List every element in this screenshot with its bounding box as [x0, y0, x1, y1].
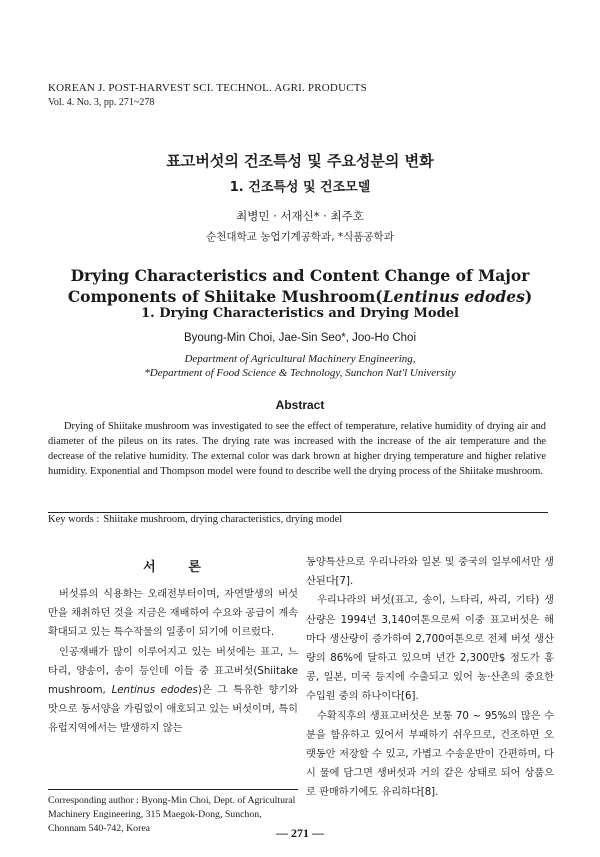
english-subtitle: 1. Drying Characteristics and Drying Model: [141, 306, 459, 321]
english-authors: Byoung-Min Choi, Jae-Sin Seo*, Joo-Ho Choi: [183, 332, 417, 344]
keywords-text: Shiitake mushroom, drying characteristics, drying model: [103, 514, 343, 525]
keywords-divider: [48, 512, 548, 513]
intro-paragraph-3: 동양특산으로 우리나라와 일본 및 중국의 일부에서만 생산된다[7].: [306, 557, 554, 588]
journal-name: KOREAN J. POST-HARVEST SCI. TECHNOL. AGRI. PRODUCTS: [48, 82, 367, 94]
english-title-line2-pre: Components of Shiitake Mushroom(: [67, 287, 383, 306]
english-title-line1: Drying Characteristics and Content Change of Major: [70, 266, 530, 285]
page-number: — 271 —: [276, 826, 324, 840]
keywords-label: Key words :: [48, 514, 100, 525]
english-title-line2-post: ): [524, 287, 533, 306]
korean-authors: 최병민 · 서재신* · 최주호: [236, 209, 364, 223]
intro-paragraph-1: 버섯류의 식용화는 오래전부터이며, 자연발생의 버섯만을 채취하던 것을 지금은 재배하여 수요와 공급이 계속 확대되고 있는 특수작물의 일종이 되기에 이르렀다.: [48, 589, 298, 639]
footnote-divider: [48, 789, 298, 790]
english-affiliation-1: Department of Agricultural Machinery Engineering,: [184, 353, 416, 365]
english-title-species: Lentinus edodes: [382, 287, 525, 306]
english-title-line2: [0, 286, 600, 307]
right-column: [306, 553, 554, 803]
journal-volume: Vol. 4. No. 3, pp. 271~278: [48, 97, 155, 108]
introduction-heading: 서 론: [143, 560, 215, 575]
english-title: [0, 265, 600, 307]
intro-paragraph-4: 우리나라의 버섯(표고, 송이, 느타리, 싸리, 기타) 생산량은 1994년 3,140여톤으로써 이중 표고버섯은 해마다 생산량이 증가하여 2,700여톤으로 전체 버섯 생산량의 86%에 달하고 있으며 년간 2,300만$ 정도가 홍콩, 일본, 미국 등지에 수출되고 있어 농·산촌의 중요한 수입원 중의 하나이다[6].: [306, 595, 554, 703]
abstract-heading: Abstract: [275, 398, 325, 412]
intro-paragraph-2-a: 인공재배가 많이 이루어지고 있는 버섯에는 표고, 느타리, 양송이, 송이 등인데 이들 중 표고버섯(Shiitake mushroom,: [48, 646, 298, 697]
korean-subtitle: 1. 건조특성 및 건조모델: [229, 180, 371, 195]
abstract-body: Drying of Shiitake mushroom was investigated to see the effect of temperature, relative humidity of drying air and diameter of the pileus on its rates. The drying rate was increased with the increase of the air temperature and the decrease of the relative humidity. The external color was dark brown at higher drying temperature and higher relative humidity. Exponential and Thompson model were found to describe well the drying process of the Shiitake mushroom.: [48, 421, 546, 477]
intro-paragraph-2: [48, 643, 298, 739]
english-affiliation: [0, 352, 600, 380]
english-affiliation-2: *Department of Food Science & Technology, Sunchon Nat'l University: [144, 367, 456, 379]
intro-species-name: Lentinus edodes: [111, 685, 198, 697]
corresponding-author-footnote: Corresponding author : Byong-Min Choi, Dept. of Agricultural Machinery Engineering, 315 Maegok-Dong, Sunchon, Chonnam 540-742, Korea: [48, 795, 296, 834]
intro-paragraph-5: 수확직후의 생표고버섯은 보통 70 ~ 95%의 많은 수분을 함유하고 있어서 부패하기 쉬우므로, 건조하면 오랫동안 저장할 수 있고, 가볍고 수송운반이 간편하며, 다시 물에 담그면 생버섯과 거의 같은 상태로 되어 상품으로 판매하기에도 유리하다[8].: [306, 710, 554, 799]
korean-title: 표고버섯의 건조특성 및 주요성분의 변화: [166, 152, 434, 170]
korean-affiliation: 순천대학교 농업기계공학과, *식품공학과: [206, 231, 394, 243]
intro-paragraph-2-b: )은 그 특유한 향기와 맛으로 동서양을 가림없이 애호되고 있는 버섯이며, 특히 유럽지역에서는 발생하지 않는: [48, 685, 298, 735]
left-column: [48, 556, 298, 739]
keywords: [48, 514, 342, 525]
